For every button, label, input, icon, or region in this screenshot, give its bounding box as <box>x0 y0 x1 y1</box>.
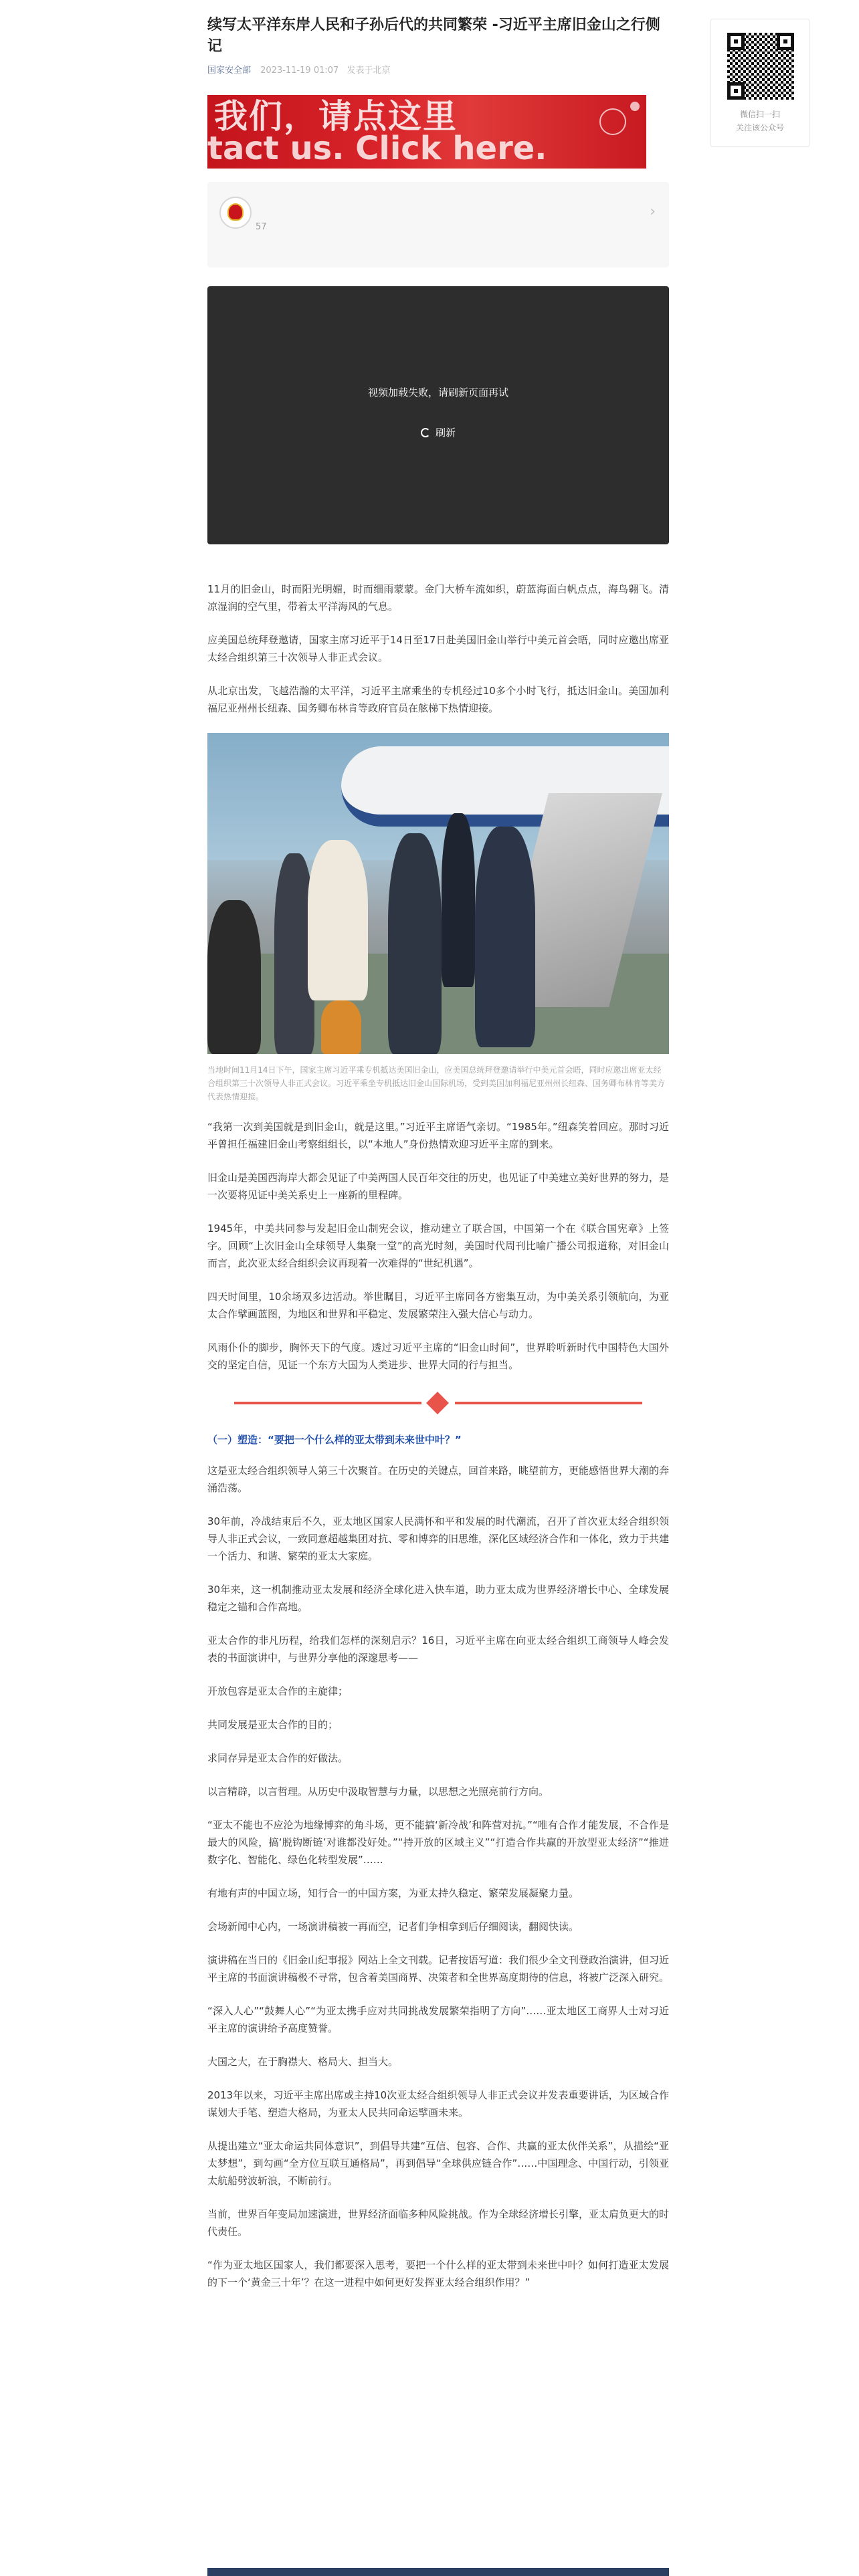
publish-location: 发表于北京 <box>347 66 391 76</box>
paragraph: 这是亚太经合组织领导人第三十次聚首。在历史的关键点，回首来路，眺望前方，更能感悟世界大潮的奔涌浩荡。 <box>207 1465 670 1494</box>
account-profile-card[interactable] <box>207 182 669 267</box>
qr-finder <box>777 33 794 50</box>
qr-finder <box>727 82 745 100</box>
banner-text-cn: 我们，请点这里 <box>214 97 458 136</box>
badge-icon <box>227 203 244 221</box>
paragraph: 演讲稿在当日的《旧金山纪事报》网站上全文刊载。记者按语写道：我们很少全文刊登政治演讲，但习近平主席的书面演讲稿极不寻常，包含着美国商界、决策者和全世界高度期待的信息，将被广泛深入研究。 <box>207 1954 670 1983</box>
banner-close-icon[interactable] <box>630 102 640 111</box>
article-body <box>207 580 669 2291</box>
qr-caption-line1: 微信扫一扫 <box>739 110 780 119</box>
video-player[interactable] <box>207 286 669 544</box>
photo-person <box>321 1000 361 1054</box>
next-image-edge <box>207 2568 669 2576</box>
paragraph: 从北京出发，飞越浩瀚的太平洋，习近平主席乘坐的专机经过10多个小时飞行，抵达旧金山。美国加利福尼亚州州长纽森、国务卿布林肯等政府官员在舷梯下热情迎接。 <box>207 685 669 714</box>
chevron-right-icon: › <box>650 203 656 220</box>
article-count: 57 <box>256 222 267 232</box>
paragraph: 亚太合作的非凡历程，给我们怎样的深刻启示？16日，习近平主席在向亚太经合组织工商领导人峰会发表的书面演讲中，与世界分享他的深邃思考—— <box>207 1634 669 1664</box>
refresh-icon <box>421 428 430 437</box>
author-link[interactable]: 国家安全部 <box>207 66 252 76</box>
paragraph: 大国之大，在于胸襟大、格局大、担当大。 <box>207 2056 399 2068</box>
emblem-icon <box>599 108 626 135</box>
paragraph: 11月的旧金山，时而阳光明媚，时而细雨蒙蒙。金门大桥车流如织，蔚蓝海面白帆点点，海鸟翱飞。清凉湿润的空气里，带着太平洋海风的气息。 <box>207 583 669 613</box>
photo-person <box>308 840 368 1000</box>
paragraph: “深入人心”“鼓舞人心”“为亚太携手应对共同挑战发展繁荣指明了方向”……亚太地区工商界人士对习近平主席的演讲给予高度赞誉。 <box>207 2005 669 2034</box>
paragraph: 2013年以来，习近平主席出席或主持10次亚太经合组织领导人非正式会议并发表重要讲话，为区域合作谋划大手笔、塑造大格局，为亚太人民共同命运擘画未来。 <box>207 2089 669 2119</box>
avatar <box>219 197 252 229</box>
paragraph: 风雨仆仆的脚步，胸怀天下的气度。透过习近平主席的“旧金山时间”，世界聆听新时代中国特色大国外交的坚定自信，见证一个东方大国为人类进步、世界大同的行与担当。 <box>207 1341 669 1371</box>
section-divider <box>207 1390 669 1416</box>
paragraph: 当前，世界百年变局加速演进，世界经济面临多种风险挑战。作为全球经济增长引擎，亚太肩负更大的时代责任。 <box>207 2208 670 2238</box>
paragraph: “我第一次到美国就是到旧金山，就是这里。”习近平主席语气亲切。“1985年。”纽森笑着回应。那时习近平曾担任福建旧金山考察组组长，以“本地人”身份热情欢迎习近平主席的到来。 <box>207 1121 669 1150</box>
arrival-photo <box>207 733 669 1054</box>
photo-person <box>207 900 261 1054</box>
article-title: 续写太平洋东岸人民和子孙后代的共同繁荣 -习近平主席旧金山之行侧记 <box>207 17 660 55</box>
photo-caption: 当地时间11月14日下午，国家主席习近平乘专机抵达美国旧金山，应美国总统拜登邀请举行中美元首会晤，同时应邀出席亚太经合组织第三十次领导人非正式会议。习近平乘坐专机抵达旧金山国际机场，受到美国加利福尼亚州州长纽森、国务卿布林肯等美方代表热情迎接。 <box>207 1065 666 1101</box>
paragraph: “作为亚太地区国家人，我们都要深入思考，要把一个什么样的亚太带到未来世中叶？如何打造亚太发展的下一个‘黄金三十年’？在这一进程中如何更好发挥亚太经合组织作用？” <box>207 2259 669 2288</box>
photo-person <box>442 813 475 987</box>
paragraph: 应美国总统拜登邀请，国家主席习近平于14日至17日赴美国旧金山举行中美元首会晤，同时应邀出席亚太经合组织第三十次领导人非正式会议。 <box>207 634 669 663</box>
paragraph: 四天时间里，10余场双多边活动。举世瞩目，习近平主席同各方密集互动，为中美关系引领航向，为亚太合作擘画蓝图，为地区和世界和平稳定、发展繁荣注入强大信心与动力。 <box>207 1291 669 1320</box>
diamond-icon <box>426 1392 449 1414</box>
contact-banner[interactable] <box>207 95 646 169</box>
paragraph: 会场新闻中心内，一场演讲稿被一再而空，记者们争相拿到后仔细阅读，翻阅快读。 <box>207 1921 579 1933</box>
article <box>207 0 669 2307</box>
paragraph: “亚太不能也不应沦为地缘博弈的角斗场，更不能搞‘新冷战’和阵营对抗。”“唯有合作才能发展，不合作是最大的风险，搞‘脱钩断链’对谁都没好处。”“持开放的区域主义”“打造合作共赢的开放型亚太经济”“推进数字化、智能化、绿色化转型发展”…… <box>207 1819 669 1866</box>
banner-text-en: tact us. Click here. <box>207 130 547 167</box>
qr-finder <box>727 33 745 50</box>
paragraph: 以言精辟，以言哲理。从历史中汲取智慧与力量，以思想之光照亮前行方向。 <box>207 1786 549 1798</box>
paragraph: 30年来，这一机制推动亚太发展和经济全球化进入快车道，助力亚太成为世界经济增长中心、全球发展稳定之锚和合作高地。 <box>207 1584 669 1613</box>
qr-caption-line2: 关注该公众号 <box>735 123 784 132</box>
paragraph: 求同存异是亚太合作的好做法。 <box>207 1752 349 1764</box>
refresh-label: 刷新 <box>435 427 456 439</box>
photo-person <box>388 833 442 1054</box>
paragraph: 30年前，冷战结束后不久，亚太地区国家人民满怀和平和发展的时代潮流，召开了首次亚太经合组织领导人非正式会议，一致同意超越集团对抗、零和博弈的旧思维，深化区域经济合作和一体化，致力于共建一个活力、和谐、繁荣的亚太大家庭。 <box>207 1515 670 1562</box>
divider-line-right <box>455 1402 642 1404</box>
video-refresh-button[interactable] <box>207 425 669 439</box>
paragraph: 共同发展是亚太合作的目的； <box>207 1719 339 1731</box>
video-error-message: 视频加载失败，请刷新页面再试 <box>367 387 508 399</box>
article-meta <box>207 63 669 76</box>
section-heading: （一）塑造：“要把一个什么样的亚太带到未来世中叶？” <box>207 1434 462 1446</box>
paragraph: 开放包容是亚太合作的主旋律； <box>207 1685 349 1697</box>
paragraph: 1945年，中美共同参与发起旧金山制宪会议，推动建立了联合国，中国第一个在《联合国宪章》上签字。回顾“上次旧金山全球领导人集聚一堂”的高光时刻，美国时代周刊比喻广播公司报道称，对旧金山而言，此次亚太经合组织会议再现着一次难得的“世纪机遇”。 <box>207 1222 669 1269</box>
qr-caption <box>711 108 809 134</box>
photo-person <box>475 827 535 1047</box>
divider-line-left <box>234 1402 421 1404</box>
publish-date: 2023-11-19 01:07 <box>260 66 339 76</box>
paragraph: 旧金山是美国西海岸大都会见证了中美两国人民百年交往的历史，也见证了中美建立美好世界的努力，是一次要将见证中美关系史上一座新的里程碑。 <box>207 1172 670 1201</box>
qr-code-panel <box>710 19 809 147</box>
paragraph: 有地有声的中国立场，知行合一的中国方案，为亚太持久稳定、繁荣发展凝聚力量。 <box>207 1887 579 1899</box>
paragraph: 从提出建立“亚太命运共同体意识”，到倡导共建“互信、包容、合作、共赢的亚太伙伴关系”，从描绘“亚太梦想”，到勾画“全方位互联互通格局”，再到倡导“全球供应链合作”……中国理念、中国行动，引领亚太航船劈波斩浪，不断前行。 <box>207 2140 669 2187</box>
